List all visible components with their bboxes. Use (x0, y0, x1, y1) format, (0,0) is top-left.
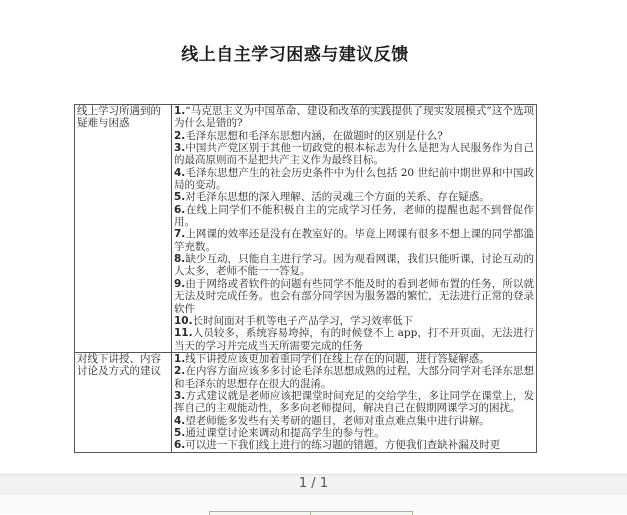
row-content-cell (172, 352, 537, 452)
list-item (174, 390, 534, 415)
item-number: 3. (174, 389, 186, 402)
list-item (174, 278, 534, 315)
list-item (174, 228, 534, 253)
row-content-cell (172, 105, 537, 353)
item-number: 7. (174, 228, 186, 241)
list-item (174, 191, 534, 203)
list-item (174, 315, 534, 327)
list-item (174, 204, 534, 229)
item-number: 6. (174, 203, 186, 216)
list-item (174, 253, 534, 278)
item-number: 5. (174, 426, 186, 439)
list-item (174, 365, 534, 390)
item-text: 人员较多，系统容易垮掉，有的时候登不上 app，打不开页面，无法进行当天的学习并完成当天所需要完成的任务 (174, 327, 534, 352)
list-item (174, 142, 534, 167)
item-number: 6. (174, 439, 186, 452)
list-item (174, 353, 534, 365)
item-number: 3. (174, 142, 186, 155)
item-text: 线下讲授应该更加着重同学们在线上存在的问题，进行答疑解惑。 (185, 352, 490, 365)
list-item (174, 415, 534, 427)
item-number: 8. (174, 253, 186, 266)
item-text: “马克思主义为中国革命、建设和改革的实践提供了现实发展模式”这个选项为什么是错的? (174, 105, 534, 130)
item-text: 上网课的效率还是没有在教室好的。毕竟上网课有很多不想上课的同学都滥竽充数。 (174, 228, 534, 253)
viewer-button-group[interactable] (209, 511, 413, 515)
item-text: 长时间面对手机等电子产品学习，学习效率低下 (192, 314, 414, 327)
item-text: 由于网络或者软件的问题有些同学不能及时的看到老师布置的任务，所以就无法及时完成任务。也会有部分同学因为服务器的繁忙，无法进行正常的登录软件 (174, 277, 534, 315)
item-number: 5. (174, 191, 186, 204)
list-item (174, 167, 534, 192)
item-text: 通过课堂讨论来调动和提高学生的参与性。 (185, 426, 385, 439)
row-label: 线上学习所遇到的疑难与困惑 (77, 105, 161, 130)
list-item (174, 439, 534, 451)
item-number: 11. (174, 327, 193, 340)
document-title: 线上自主学习困惑与建议反馈 (181, 45, 409, 65)
item-text: 缺少互动，只能自主进行学习。因为观看网课，我们只能听课，讨论互动的人太多，老师不能一一答复。 (174, 253, 534, 278)
item-number: 10. (174, 314, 193, 327)
table-row (75, 352, 537, 452)
item-text: 望老师能多发些有关考研的题目，老师对重点难点集中进行讲解。 (185, 414, 490, 427)
item-number: 1. (174, 352, 186, 365)
item-text: 毛泽东思想产生的社会历史条件中为什么包括 20 世纪前中期世界和中国政局的变动。 (174, 166, 534, 192)
item-text: 方式建议就是老师应该把课堂时间充足的交给学生，多让同学在课堂上，发挥自己的主观能动性，多多向老师提问，解决自己在假期网课学习的困扰。 (174, 389, 534, 415)
item-number: 1. (174, 105, 186, 117)
row-label-cell (75, 352, 172, 452)
row-label: 对线下讲授、内容讨论及方式的建议 (77, 352, 161, 378)
item-text: 可以进一下我们线上进行的练习题的错题，方便我们查缺补漏及时更 (185, 439, 501, 452)
list-item (174, 327, 534, 352)
item-text: 对毛泽东思想的深入理解、活的灵魂三个方面的关系、存在疑惑。 (185, 191, 490, 204)
item-text: 在线上同学们不能积极自主的完成学习任务，老师的提醒也起不到督促作用。 (174, 203, 534, 229)
item-text: 在内容方面应该多多讨论毛泽东思想成熟的过程，大部分同学对毛泽东思想和毛泽东的思想存在很大的混淆。 (174, 365, 534, 390)
item-number: 4. (174, 414, 186, 427)
item-text: 毛泽东思想和毛泽东思想内涵，在做题时的区别是什么? (185, 129, 443, 142)
item-number: 9. (174, 277, 186, 290)
list-item (174, 130, 534, 142)
item-number: 2. (174, 129, 186, 142)
page-indicator: 1 / 1 (298, 476, 329, 491)
item-number: 2. (174, 365, 186, 378)
item-number: 4. (174, 166, 186, 179)
list-item (174, 427, 534, 439)
item-text: 中国共产党区别于其他一切政党的根本标志为什么是把为人民服务作为自己的最高原则而不是把共产主义作为最终目标。 (174, 142, 534, 167)
row-label-cell (75, 105, 172, 353)
list-item (174, 105, 534, 130)
table-row (75, 105, 537, 353)
feedback-table (74, 104, 537, 453)
